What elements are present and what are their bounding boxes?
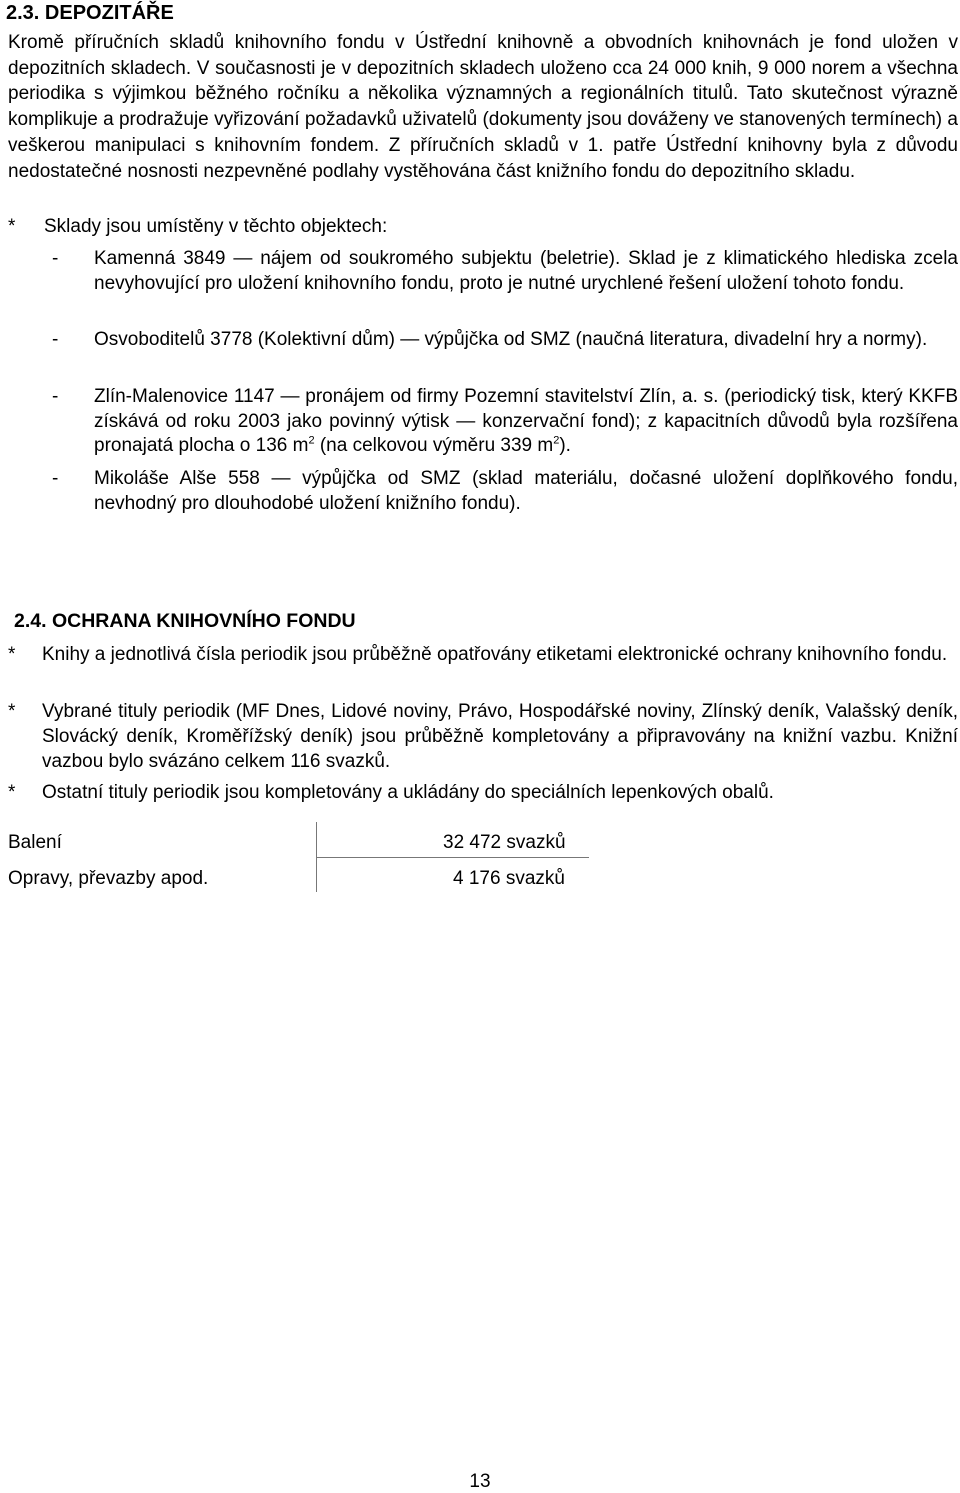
storage-locations-intro	[8, 214, 958, 239]
section-heading-depozitare: 2.3. DEPOZITÁŘE	[6, 2, 174, 24]
section-heading-ochrana: 2.4. OCHRANA KNIHOVNÍHO FONDU	[14, 610, 356, 632]
storage-item-kamenna	[52, 247, 958, 296]
dash-mark: -	[52, 248, 59, 269]
storage-item-text: Kamenná 3849 — nájem od soukromého subjektu (beletrie). Sklad je z klimatického hlediska zcela nevyhovující pro uložení knihovního fondu, proto je nutné urychlené řešení uložení tohoto fondu.	[94, 248, 958, 294]
protection-bullet-packaging	[8, 780, 958, 805]
protection-table	[0, 822, 600, 892]
table-row-label: Opravy, převazby apod.	[8, 868, 209, 889]
asterisk-mark: *	[8, 701, 16, 722]
asterisk-mark: *	[8, 782, 16, 803]
storage-item-text: Osvoboditelů 3778 (Kolektivní dům) — výpůjčka od SMZ (naučná literatura, divadelní hry a normy).	[94, 329, 928, 350]
table-divider	[316, 857, 589, 858]
depozitare-paragraph: Kromě příručních skladů knihovního fondu v Ústřední knihovně a obvodních knihovnách je fond uložen v depozitních skladech. V současnosti je v depozitních skladech uloženo cca 24 000 knih, 9 000 norem a všechna periodika s výjimkou běžného ročníku a několika významných a regionálních titulů. Tato skutečnost výrazně komplikuje a prodražuje vyřizování požadavků uživatelů (dokumenty jsou dováženy ve stanovených termínech) a veškerou manipulaci s knihovním fondem. Z příručních skladů v 1. patře Ústřední knihovny byla z důvodu nedostatečné nosnosti nezpevněné podlahy vystěhována část knižního fondu do depozitního skladu.	[8, 32, 958, 182]
protection-bullet-labels	[8, 642, 958, 667]
storage-locations-intro-text: Sklady jsou umístěny v těchto objektech:	[44, 216, 388, 237]
protection-bullet-text: Knihy a jednotlivá čísla periodik jsou průběžně opatřovány etiketami elektronické ochrany knihovního fondu.	[42, 644, 948, 665]
table-row-label: Balení	[8, 832, 62, 853]
table-row-value: 32 472 svazků	[443, 832, 566, 853]
asterisk-mark: *	[8, 644, 16, 665]
storage-item-mikolase-alse	[52, 467, 958, 516]
asterisk-mark: *	[8, 216, 16, 237]
storage-item-malenovice	[52, 385, 958, 459]
dash-mark: -	[52, 329, 59, 350]
dash-mark: -	[52, 468, 59, 489]
protection-bullet-binding	[8, 699, 958, 774]
storage-item-text: Mikoláše Alše 558 — výpůjčka od SMZ (sklad materiálu, dočasné uložení doplňkového fondu, nevhodný pro dlouhodobé uložení knižního fondu).	[94, 468, 958, 514]
storage-item-osvoboditelu	[52, 328, 958, 353]
storage-item-text: Zlín-Malenovice 1147 — pronájem od firmy Pozemní stavitelství Zlín, a. s. (periodický tisk, který KKFB získává od roku 2003 jako povinný výtisk — konzervační fond); z kapacitních důvodů byla rozšířena pronajatá plocha o 136 $m^2$ (na celkovou výměru 339 $m^2$).	[94, 386, 958, 456]
protection-bullet-text: Ostatní tituly periodik jsou kompletovány a ukládány do speciálních lepenkových obalů.	[42, 782, 774, 803]
table-row-value: 4 176 svazků	[453, 868, 565, 889]
protection-bullet-text: Vybrané tituly periodik (MF Dnes, Lidové noviny, Právo, Hospodářské noviny, Zlínský deník, Valašský deník, Slovácký deník, Kroměřížský deník) jsou průběžně kompletovány a připravovány na knižní vazbu. Knižní vazbou bylo svázáno celkem 116 svazků.	[42, 701, 958, 772]
page-number: 13	[469, 1471, 491, 1492]
dash-mark: -	[52, 386, 59, 407]
